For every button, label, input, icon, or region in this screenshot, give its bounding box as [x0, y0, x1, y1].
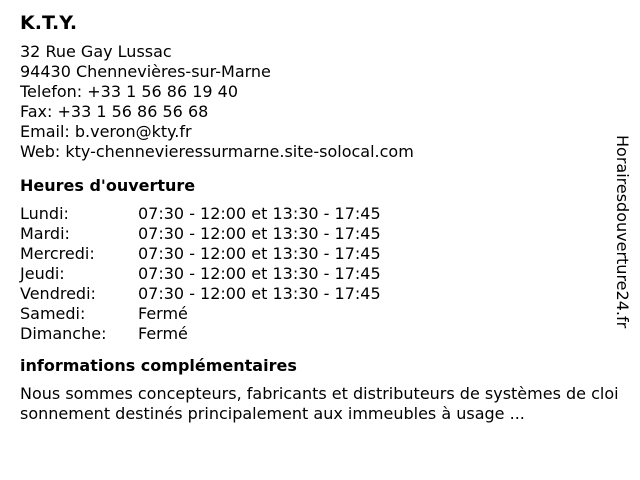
- hours-row-tuesday: [20, 224, 620, 244]
- fax-line: Fax: +33 1 56 86 56 68: [20, 102, 209, 121]
- hours-day-label: Jeudi:: [20, 264, 65, 283]
- hours-row-sunday: [20, 324, 620, 344]
- hours-row-wednesday: [20, 244, 620, 264]
- hours-table: [20, 204, 620, 344]
- hours-day-value: 07:30 - 12:00 et 13:30 - 17:45: [138, 284, 381, 303]
- hours-day-value: 07:30 - 12:00 et 13:30 - 17:45: [138, 204, 381, 223]
- company-name: K.T.Y.: [20, 12, 78, 34]
- hours-row-friday: [20, 284, 620, 304]
- address-street: 32 Rue Gay Lussac: [20, 42, 172, 61]
- hours-day-value: Fermé: [138, 304, 188, 323]
- info-description: Nous sommes concepteurs, fabricants et distributeurs de systèmes de cloisonnement destinés principalement aux immeubles à usage ...: [20, 384, 619, 423]
- hours-row-monday: [20, 204, 620, 224]
- web-line: Web: kty-chennevieressurmarne.site-solocal.com: [20, 142, 414, 161]
- hours-day-label: Dimanche:: [20, 324, 107, 343]
- hours-day-label: Samedi:: [20, 304, 86, 323]
- hours-day-label: Mardi:: [20, 224, 70, 243]
- hours-day-label: Lundi:: [20, 204, 69, 223]
- contact-block: [20, 42, 620, 162]
- phone-line: Telefon: +33 1 56 86 19 40: [20, 82, 239, 101]
- hours-day-label: Mercredi:: [20, 244, 95, 263]
- hours-day-value: 07:30 - 12:00 et 13:30 - 17:45: [138, 264, 381, 283]
- hours-day-value: 07:30 - 12:00 et 13:30 - 17:45: [138, 244, 381, 263]
- email-line: Email: b.veron@kty.fr: [20, 122, 192, 141]
- hours-row-saturday: [20, 304, 620, 324]
- hours-day-label: Vendredi:: [20, 284, 96, 303]
- site-watermark: Horairesdouverture24.fr: [613, 135, 632, 329]
- business-listing: [20, 12, 620, 424]
- hours-title: Heures d'ouverture: [20, 176, 196, 195]
- address-city: 94430 Chennevières-sur-Marne: [20, 62, 271, 81]
- hours-day-value: Fermé: [138, 324, 188, 343]
- hours-row-thursday: [20, 264, 620, 284]
- hours-day-value: 07:30 - 12:00 et 13:30 - 17:45: [138, 224, 381, 243]
- info-title: informations complémentaires: [20, 356, 297, 375]
